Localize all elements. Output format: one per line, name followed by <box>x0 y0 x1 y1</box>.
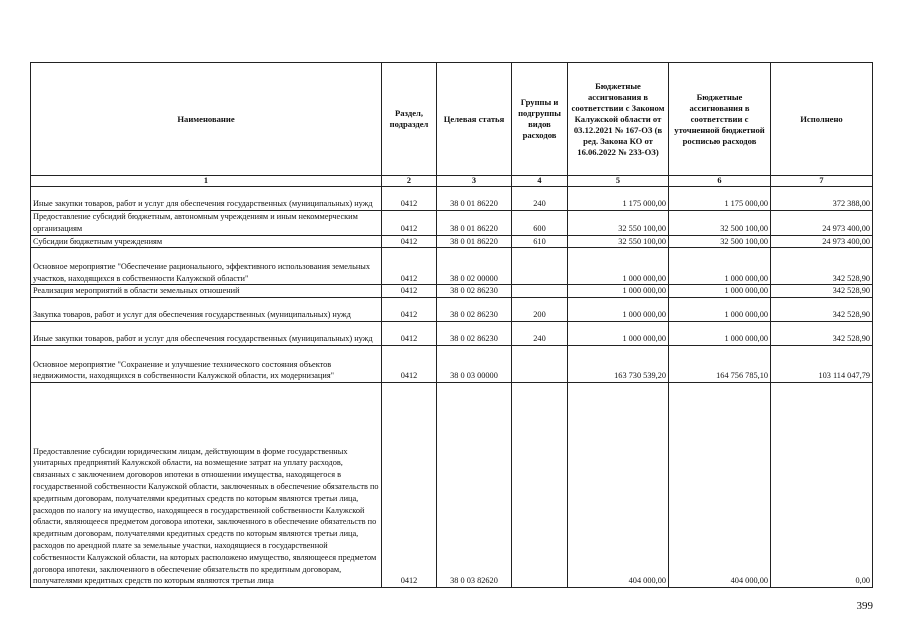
column-number: 3 <box>437 176 512 187</box>
row-refined: 1 000 000,00 <box>669 322 771 346</box>
row-group: 200 <box>512 298 568 322</box>
header-name: Наименование <box>31 63 382 176</box>
row-section: 0412 <box>382 187 437 211</box>
header-row <box>31 63 873 176</box>
row-name: Реализация мероприятий в области земельных отношений <box>31 285 382 298</box>
row-executed: 0,00 <box>771 383 873 588</box>
table-row <box>31 248 873 285</box>
row-executed: 342 528,90 <box>771 248 873 285</box>
row-name: Субсидии бюджетным учреждениям <box>31 235 382 248</box>
row-name: Предоставление субсидии юридическим лицам, действующим в форме государственных унитарных предприятий Калужской области, на возмещение затрат на уплату расходов, связанных с заключением договоров ипотеки в отношении имущества, находящегося в государственной собственности Калужской области, заключенных в обеспечение обязательств по кредитным договорам, получателями кредитных средств по которым являются третьи лица, расходов по налогу на имущество, находящееся в государственной собственности Калужской области, являющееся предметом договора ипотеки, заключенного в обеспечение обязательств по кредитным договорам, получателями кредитных средств по которым являются третьи лица, расходов по арендной плате за земельные участки, находящиеся в государственной собственности Калужской области, на которых расположено имущество, являющееся предметом договора ипотеки, заключенного в обеспечение обязательств по кредитным договорам, получателями кредитных средств по которым являются третьи лица <box>31 383 382 588</box>
row-target: 38 0 01 86220 <box>437 235 512 248</box>
row-target: 38 0 03 82620 <box>437 383 512 588</box>
row-law: 32 550 100,00 <box>568 235 669 248</box>
row-refined: 1 175 000,00 <box>669 187 771 211</box>
column-number: 5 <box>568 176 669 187</box>
header-target: Целевая статья <box>437 63 512 176</box>
row-group <box>512 383 568 588</box>
row-group: 600 <box>512 211 568 236</box>
header-executed: Исполнено <box>771 63 873 176</box>
row-law: 1 000 000,00 <box>568 322 669 346</box>
table-row <box>31 322 873 346</box>
row-executed: 103 114 047,79 <box>771 346 873 383</box>
row-refined: 404 000,00 <box>669 383 771 588</box>
row-section: 0412 <box>382 383 437 588</box>
row-law: 163 730 539,20 <box>568 346 669 383</box>
row-section: 0412 <box>382 285 437 298</box>
row-executed: 342 528,90 <box>771 322 873 346</box>
header-law: Бюджетные ассигнования в соответствии с Законом Калужской области от 03.12.2021 № 167-ОЗ (в ред. Закона КО от 16.06.2022 № 233-ОЗ) <box>568 63 669 176</box>
table-row <box>31 187 873 211</box>
row-section: 0412 <box>382 235 437 248</box>
row-group: 610 <box>512 235 568 248</box>
row-refined: 32 500 100,00 <box>669 211 771 236</box>
row-name: Иные закупки товаров, работ и услуг для обеспечения государственных (муниципальных) нужд <box>31 187 382 211</box>
row-refined: 32 500 100,00 <box>669 235 771 248</box>
row-section: 0412 <box>382 322 437 346</box>
row-law: 1 175 000,00 <box>568 187 669 211</box>
budget-table <box>30 62 873 588</box>
row-executed: 342 528,90 <box>771 298 873 322</box>
column-number: 7 <box>771 176 873 187</box>
row-target: 38 0 01 86220 <box>437 187 512 211</box>
row-section: 0412 <box>382 298 437 322</box>
table-row <box>31 346 873 383</box>
row-target: 38 0 03 00000 <box>437 346 512 383</box>
row-name: Предоставление субсидий бюджетным, автономным учреждениям и иным некоммерческим организациям <box>31 211 382 236</box>
row-refined: 1 000 000,00 <box>669 298 771 322</box>
column-number: 1 <box>31 176 382 187</box>
row-group <box>512 285 568 298</box>
column-number: 6 <box>669 176 771 187</box>
row-executed: 24 973 400,00 <box>771 211 873 236</box>
row-target: 38 0 02 86230 <box>437 285 512 298</box>
row-name: Закупка товаров, работ и услуг для обеспечения государственных (муниципальных) нужд <box>31 298 382 322</box>
row-refined: 1 000 000,00 <box>669 248 771 285</box>
row-section: 0412 <box>382 211 437 236</box>
page-number: 399 <box>856 600 873 612</box>
row-target: 38 0 01 86220 <box>437 211 512 236</box>
row-target: 38 0 02 86230 <box>437 322 512 346</box>
row-executed: 372 388,00 <box>771 187 873 211</box>
row-executed: 24 973 400,00 <box>771 235 873 248</box>
row-refined: 164 756 785,10 <box>669 346 771 383</box>
row-refined: 1 000 000,00 <box>669 285 771 298</box>
row-law: 1 000 000,00 <box>568 248 669 285</box>
column-number-row <box>31 176 873 187</box>
table-row <box>31 383 873 588</box>
row-law: 1 000 000,00 <box>568 298 669 322</box>
row-name: Основное мероприятие "Обеспечение рационального, эффективного использования земельных участков, находящихся в собственности Калужской области" <box>31 248 382 285</box>
row-law: 1 000 000,00 <box>568 285 669 298</box>
column-number: 2 <box>382 176 437 187</box>
column-number: 4 <box>512 176 568 187</box>
row-section: 0412 <box>382 248 437 285</box>
row-target: 38 0 02 86230 <box>437 298 512 322</box>
row-target: 38 0 02 00000 <box>437 248 512 285</box>
header-refined: Бюджетные ассигнования в соответствии с уточненной бюджетной росписью расходов <box>669 63 771 176</box>
row-group <box>512 248 568 285</box>
header-groups: Группы и подгруппы видов расходов <box>512 63 568 176</box>
row-group: 240 <box>512 322 568 346</box>
row-section: 0412 <box>382 346 437 383</box>
row-executed: 342 528,90 <box>771 285 873 298</box>
row-group: 240 <box>512 187 568 211</box>
header-section: Раздел, подраздел <box>382 63 437 176</box>
table-row <box>31 235 873 248</box>
row-name: Иные закупки товаров, работ и услуг для обеспечения государственных (муниципальных) нужд <box>31 322 382 346</box>
row-group <box>512 346 568 383</box>
row-law: 404 000,00 <box>568 383 669 588</box>
table-row <box>31 285 873 298</box>
row-law: 32 550 100,00 <box>568 211 669 236</box>
table-row <box>31 211 873 236</box>
table-row <box>31 298 873 322</box>
row-name: Основное мероприятие "Сохранение и улучшение технического состояния объектов недвижимости, находящихся в собственности Калужской области, их модернизация" <box>31 346 382 383</box>
